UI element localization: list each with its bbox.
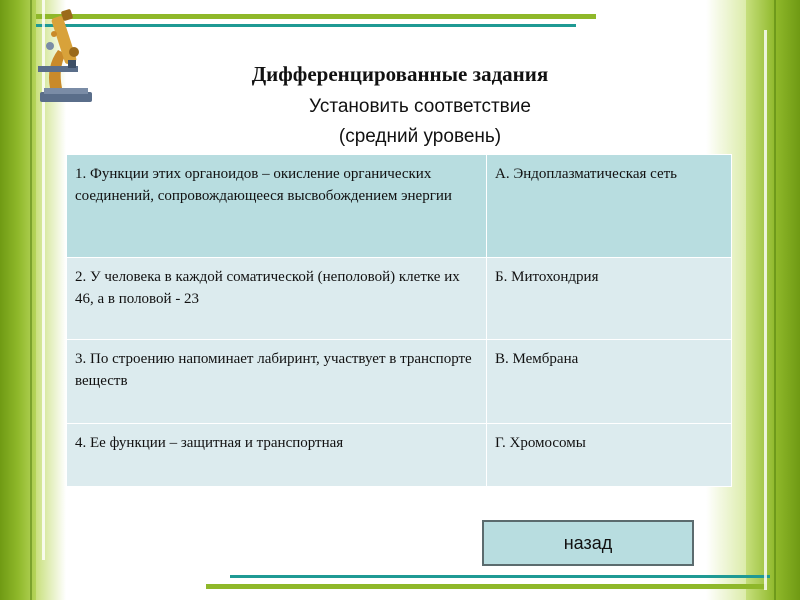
table-row: [67, 155, 732, 258]
table-row: [67, 258, 732, 340]
right-vertical-line-2: [774, 0, 776, 600]
table-row: [67, 424, 732, 487]
task-cell: 1. Функции этих органоидов – окисление органических соединений, сопровождающееся высвобождением энергии: [67, 155, 487, 258]
bottom-teal-line: [230, 575, 770, 578]
page-title: Дифференцированные задания: [251, 62, 549, 86]
bottom-green-line: [206, 584, 766, 589]
answer-cell: А. Эндоплазматическая сеть: [487, 155, 732, 258]
back-button[interactable]: назад: [482, 520, 694, 566]
right-green-band: [746, 0, 800, 600]
subtitle-line-1: Установить соответствие: [309, 96, 531, 117]
answer-cell: Б. Митохондрия: [487, 258, 732, 340]
task-cell: 2. У человека в каждой соматической (неполовой) клетке их 46, а в половой - 23: [67, 258, 487, 340]
task-cell: 3. По строению напоминает лабиринт, участвует в транспорте веществ: [67, 340, 487, 424]
top-green-line: [36, 14, 596, 19]
answer-cell: В. Мембрана: [487, 340, 732, 424]
matching-table: [66, 154, 732, 487]
top-teal-line: [36, 24, 576, 27]
right-vertical-line-1: [764, 30, 767, 590]
subtitle-line-2: (средний уровень): [338, 126, 502, 147]
table-row: [67, 340, 732, 424]
answer-cell: Г. Хромосомы: [487, 424, 732, 487]
task-cell: 4. Ее функции – защитная и транспортная: [67, 424, 487, 487]
microscope-icon: [28, 6, 100, 106]
